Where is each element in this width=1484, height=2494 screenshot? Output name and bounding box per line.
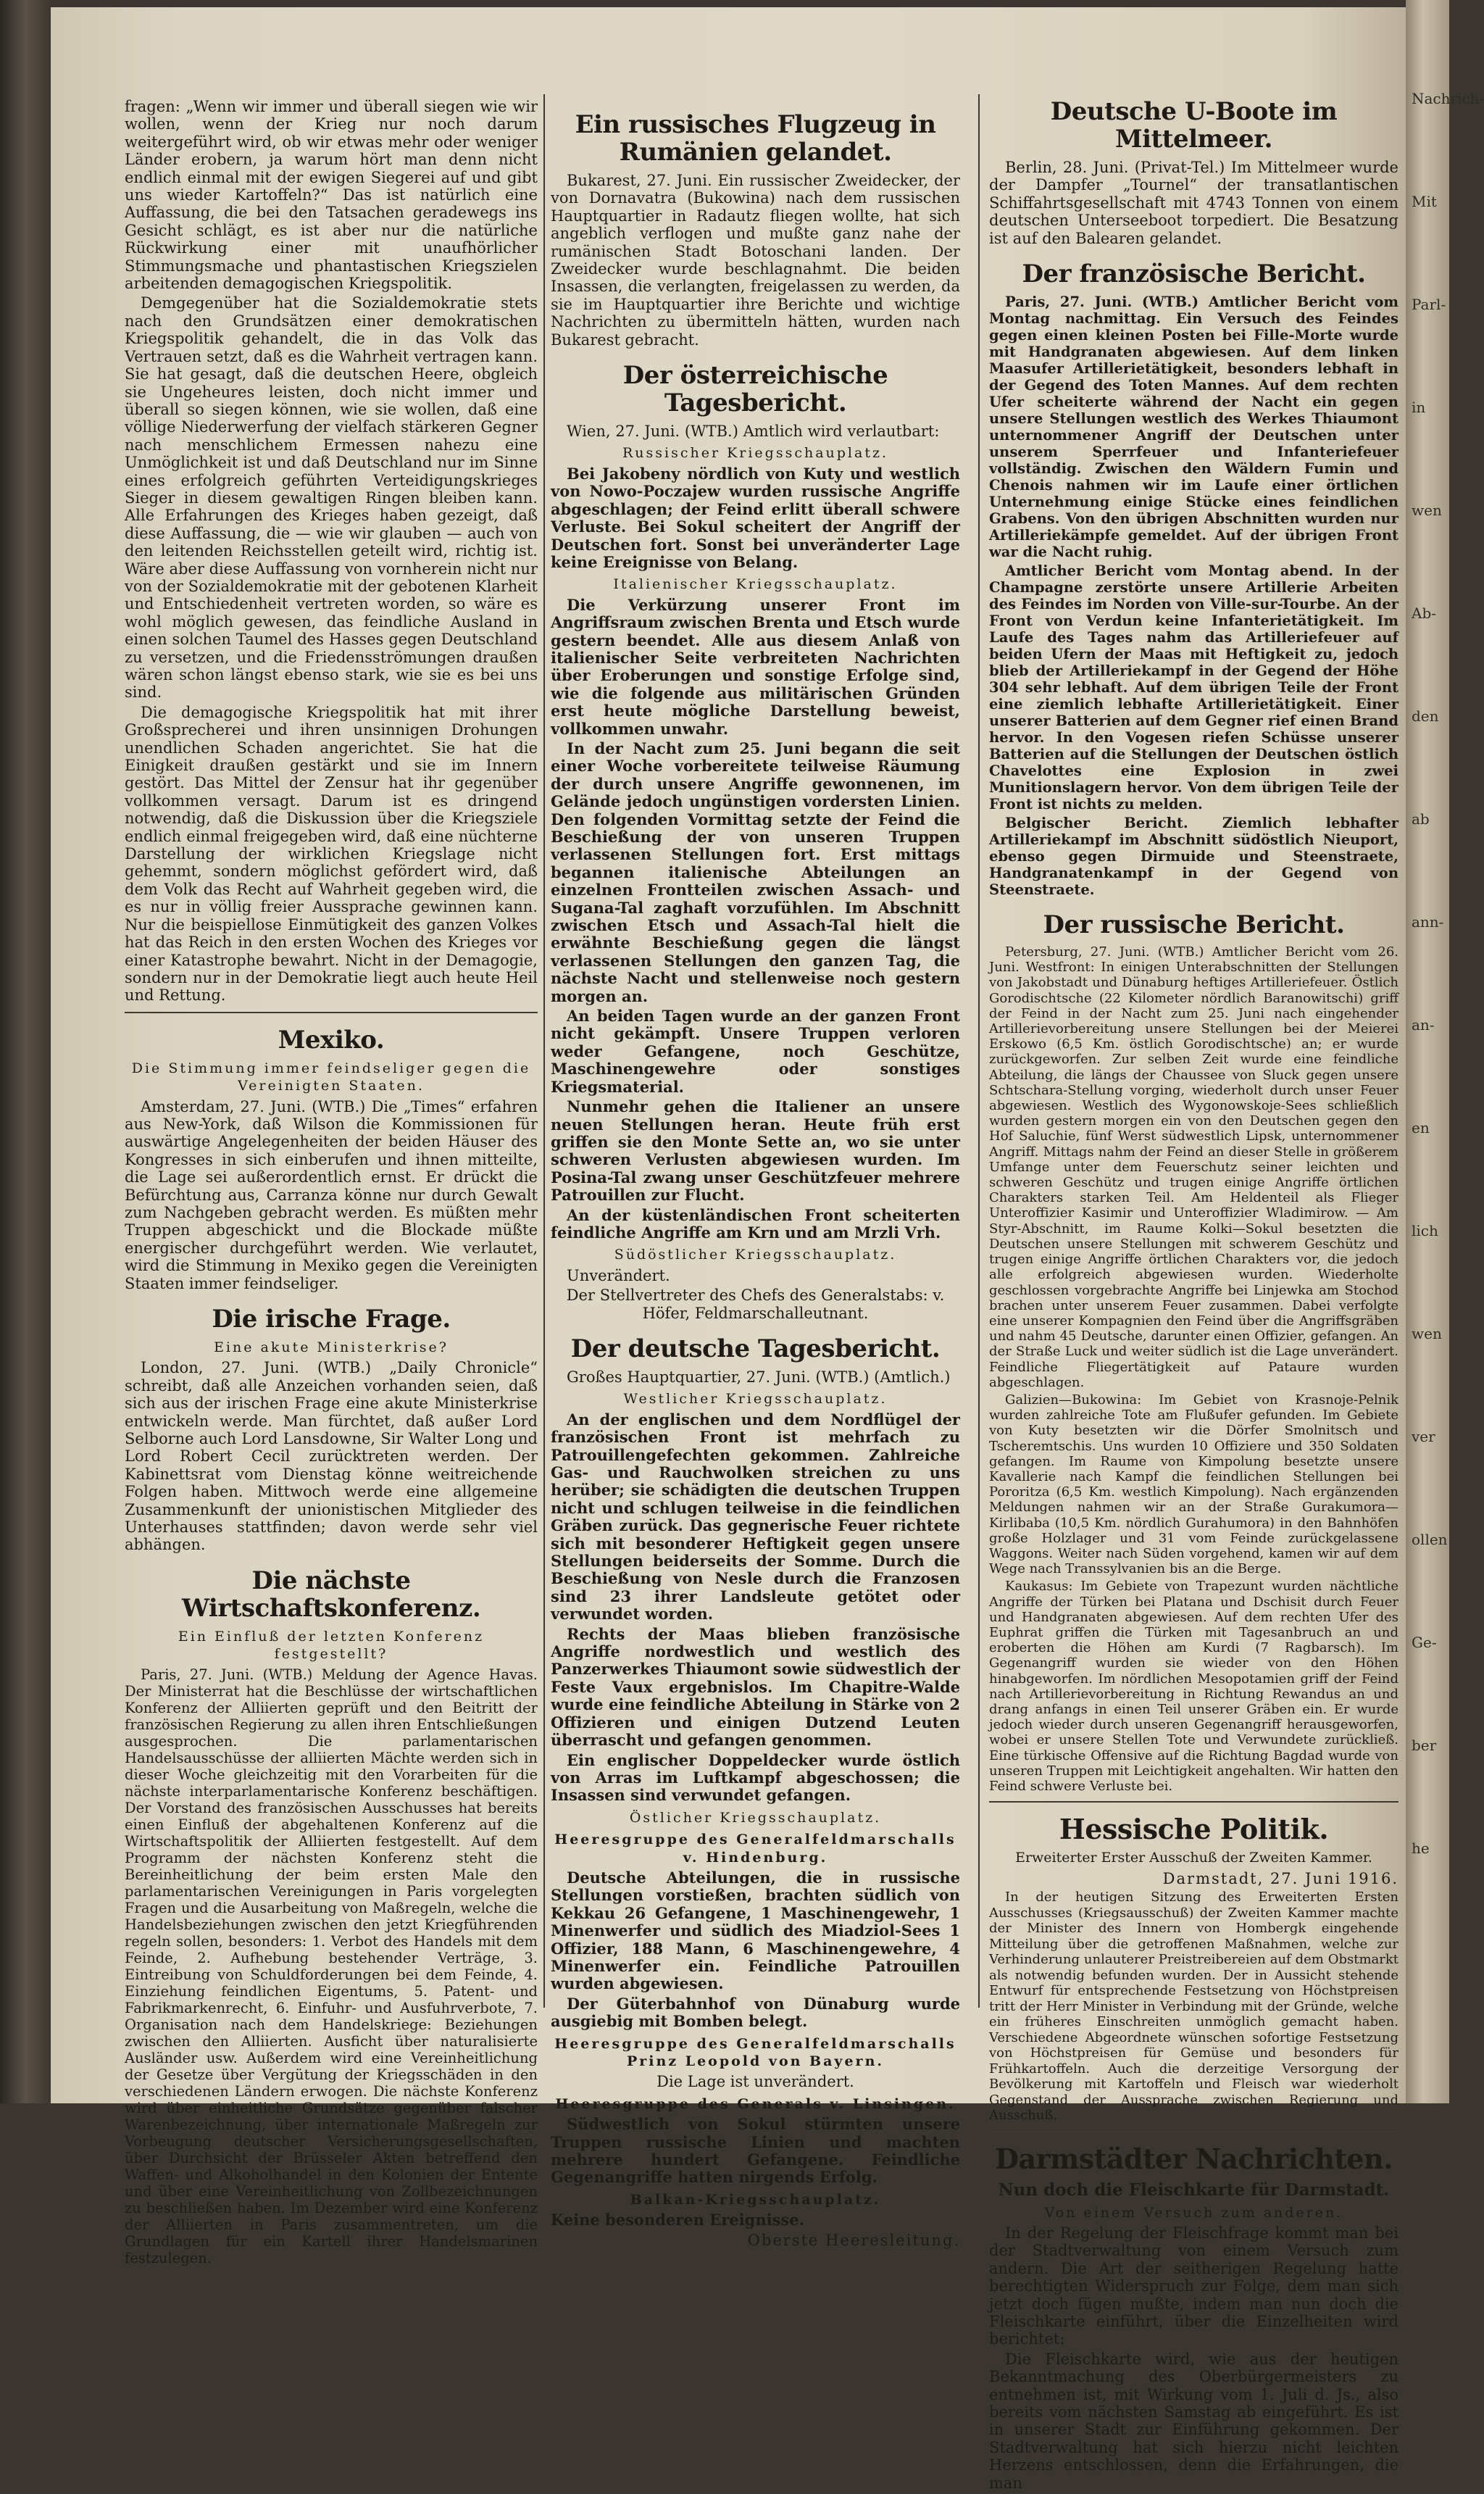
edge-fragment: ber	[1412, 1737, 1437, 1754]
section-heading: Italienischer Kriegsschauplatz.	[613, 576, 898, 593]
edge-fragment: lich	[1412, 1222, 1438, 1239]
paragraph: Amtlicher Bericht vom Montag abend. In der Champagne zerstörte unsere Artillerie Arbeiten des Feindes im Norden von Ville-sur-Tourbe. An der Front von Verdun keine Infanterietätigkeit. Im Laufe des Tages nahm das Artilleriefeuer auf beiden Ufern der Maas mit Heftigkeit zu, jedoch blieb der Artilleriekampf in der Gegend der Höhe 304 sehr lebhaft. Auf dem übrigen Teile der Front eine ziemlich lebhafte Artillerietätigkeit. Einer unserer Batterien auf dem Gegner rief einen Brand hervor. In den Vogesen riefen Schüsse unserer Batterien auf die Stellungen der Deutschen östlich Chavelottes eine Explosion in zwei Munitionslagern hervor. Von dem übrigen Teile der Front ist nichts zu melden.	[989, 562, 1398, 813]
paragraph: Amsterdam, 27. Juni. (WTB.) Die „Times“ erfahren aus New-York, daß Wilson die Kommissionen für auswärtige Angelegenheiten der beiden Häuser des Kongresses in sich einberufen und ihnen mitteilte, die Lage sei außerordentlich ernst. Er drückt die Befürchtung aus, Carranza könne nur durch Gewalt zum Nachgeben gebracht werden. Es müßten mehr Truppen abgeschickt und die Blockade müßte energischer durchgeführt werden. Wie verlautet, wird die Stimmung in Mexiko gegen die Vereinigten Staaten immer feindseliger.	[125, 1097, 538, 1292]
paragraph: In der heutigen Sitzung des Erweiterten Ersten Ausschusses (Kriegsausschuß) der Zweiten Kammer machte der Minister des Innern von Hombergk eingehende Mitteilung über die getroffenen Maßnahmen, welche zur Verhinderung unlauterer Preistreibereien auf dem Obstmarkt als notwendig befunden wurden. Der in Aussicht stehende Entwurf für entsprechende Festsetzung von Höchstpreisen tritt der Herr Minister in Verbindung mit der Gründe, welche ein früheres Einschreiten unmöglich gemacht haben. Verschiedene Abgeordnete wünschen sofortige Festsetzung von Höchstpreisen für Gemüse und besonders für Frühkartoffeln. Auch die derzeitige Versorgung der Bevölkerung mit Kartoffeln und Fleisch war wiederholt Gegenstand der Aussprache zwischen Regierung und Ausschuß.	[989, 1890, 1398, 2124]
article-title-french-report: Der französische Bericht.	[1022, 259, 1366, 289]
article-title-russian-report: Der russische Bericht.	[1043, 910, 1345, 940]
column-middle	[551, 98, 960, 2251]
column-rule	[978, 94, 980, 2008]
paragraph: Demgegenüber hat die Sozialdemokratie stets nach den Grundsätzen einer demokratischen Kriegspolitik gehandelt, die in das Volk das Vertrauen setzt, daß es die Wahrheit vertragen kann. Sie hat gesagt, daß die deutschen Heere, obgleich sie Ungeheures leisten, doch nicht immer und überall so siegen können, wie sie wollen, daß eine völlige Niederwerfung der vielfach stärkeren Gegner nach menschlichem Ermessen nahezu eine Unmöglichkeit ist und daß Deutschland nur im Sinne eines erfolgreich geführten Verteidigungskrieges Sieger in diesem gewaltigen Ringen bleiben kann. Alle Erfahrungen des Krieges haben gezeigt, daß diese Auffassung, die — wie wir glauben — auch von den leitenden Reichsstellen geteilt wird, richtig ist. Wäre aber diese Auffassung von vornherein nicht nur von der Sozialdemokratie mit der gebotenen Klarheit und Entschiedenheit vertreten worden, so wäre es wohl möglich gewesen, das feindliche Ausland in einen solchen Taumel des Hasses gegen Deutschland zu versetzen, und die Friedensströmungen draußen wären schon längst ebenso stark, wie sie es bei uns sind.	[125, 294, 538, 702]
column-rule	[543, 94, 545, 2008]
paragraph: Kaukasus: Im Gebiete von Trapezunt wurden nächtliche Angriffe der Türken bei Platana und Dschisit durch Feuer und Handgranaten abgewiesen. Auf dem rechten Ufer des Euphrat griffen die Türken mit Tagesanbruch an und eroberten die Höhen am Kurdi (7 Ragbarsch). Im Gegenangriff wurden sie wieder von den Höhen hinabgeworfen. Im nördlichen Mesopotamien griff der Feind nach Artillerievorbereitung in Richtung Rewandus an und drang anfangs in einen Teil unserer Gräben ein. Er wurde jedoch wieder durch unseren Gegenangriff herausgeworfen, wobei er unsere Stellen Tote und Verwundete zurückließ. Eine türkische Offensive auf die Richtung Bagdad wurde von unseren Truppen mit Leichtigkeit angehalten. Wir hatten den Feind schwere Verluste bei.	[989, 1579, 1398, 1794]
edge-fragment: Ab-	[1412, 604, 1437, 622]
paragraph: Rechts der Maas blieben französische Angriffe nordwestlich und westlich des Panzerwerkes Thiaumont sowie südwestlich der Feste Vaux ergebnislos. Im Chapitre-Walde wurde eine feindliche Abteilung in Stärke von 2 Offizieren und einigen Dutzend Leuten überrascht und gefangen genommen.	[551, 1624, 960, 1750]
article-title-uboats: Deutsche U-Boote im Mittelmeer.	[1050, 97, 1338, 154]
article-title-german-report: Der deutsche Tagesbericht.	[570, 1334, 941, 1363]
paragraph: Die Fleischkarte wird, wie aus der heutigen Bekanntmachung des Oberbürgermeisters zu entnehmen ist, mit Wirkung vom 1. Juli d. Js., also bereits vom nächsten Samstag ab eingeführt. Es ist in unserer Stadt zur Einführung gekommen. Der Stadtverwaltung hat sich hierzu nicht leichten Herzens entschlossen, denn die Erfahrungen, die man	[989, 2350, 1398, 2492]
paragraph: Großes Hauptquartier, 27. Juni. (WTB.) (Amtlich.)	[567, 1368, 951, 1386]
article-title-hessian-politics: Hessische Politik.	[1059, 1813, 1329, 1846]
edge-fragment: ann-	[1412, 913, 1444, 931]
section-heading: Westlicher Kriegsschauplatz.	[623, 1391, 888, 1408]
paragraph: Petersburg, 27. Juni. (WTB.) Amtlicher Bericht vom 26. Juni. Westfront: In einigen Unterabschnitten der Stellungen von Jakobstadt und Dünaburg heftiges Artilleriefeuer. Östlich Gorodischtsche (22 Kilometer nördlich Baranowitschi) griff der Feind in der Nacht zum 25. Juni nach eingehender Artillerievorbereitung unsere Stellungen bei der Meierei Erskowo (6,5 Km. östlich Gorodischtsche) an; er wurde zurückgeworfen. Zur selben Zeit wurde eine feindliche Abteilung, die längs der Chaussee von Sluck gegen unsere Schtschara-Stellung vorging, wiederholt durch unser Feuer abgewiesen. Westlich des Wygonowskoje-Sees schließlich wurden gestern morgen ein von den Deutschen gegen den Hof Saluchie, fünf Werst südwestlich Lipsk, unternommener Angriff. Mittags nahm der Feind an dieser Stelle in größerem Umfange unter dem Feuerschutz seiner leichten und schweren Geschütz und trugen einige Angriffe örtlichen Charakters starken Teil. Am Heldenteil als Flieger Unteroffizier Kasimir und Unteroffizier Wladimirow. — Am Styr-Abschnitt, im Raume Kolki—Sokul besetzten die Deutschen unsere Stellungen mit schwerem Geschütz und trugen einige Angriffe örtlichen Charakters vor, die jedoch alle erfolgreich abgewiesen wurden. Wiederholte geschlossen vorgebrachte Angriffe bei Linjewka am Stochod brachen unter unserem Feuer zusammen. Dabei verfolgte eine unserer Kompagnien den Feind über die Angriffsgräben und nahm 45 Deutsche, darunter einen Offizier, gefangen. An der Straße Luck und weiter südlich ist die Lage unverändert. Feindliche Fliegertätigkeit auf Pataure wurden abgeschlagen.	[989, 944, 1398, 1390]
article-title-mexiko: Mexiko.	[278, 1025, 385, 1055]
paragraph: Unverändert.	[567, 1266, 670, 1284]
paragraph: In der Nacht zum 25. Juni begann die seit einer Woche vorbereitete teilweise Räumung der durch unsere Angriffe gewonnenen, im Gelände jedoch ungünstigen vordersten Linien. Den folgenden Vormittag setzte der Feind die Beschießung der von unseren Truppen verlassenen Stellungen fort. Erst mittags begannen italienische Abteilungen an einzelnen Frontteilen zwischen Assach- und Sugana-Tal zaghaft vorzufühlen. Im Abschnitt zwischen Etsch und Assach-Tal hielt die erwähnte Beschießung gegen die längst verlassenen Stellungen den ganzen Tag, die nächste Nacht und stellenweise noch gestern morgen an.	[551, 739, 960, 1005]
edge-fragment: Ge-	[1412, 1634, 1437, 1651]
article-title-darmstadt-news: Darmstädter Nachrichten.	[995, 2142, 1393, 2175]
column-right	[989, 98, 1398, 2494]
book-binding	[0, 0, 51, 2103]
paragraph: Paris, 27. Juni. (WTB.) Meldung der Agence Havas. Der Ministerrat hat die Beschlüsse der wirtschaftlichen Konferenz der Alliierten geprüft und den Beitritt der französischen Regierung zu allen ihren Entschließungen ausgesprochen. Die parlamentarischen Handelsausschüsse der alliierten Mächte werden sich in dieser Woche gleichzeitig mit den Vorarbeiten für die nächste interparlamentarische Konferenz beschäftigen. Der Vorstand des französischen Ausschusses hat bereits einen Einfluß der abgehaltenen Konferenz auf die Wirtschaftspolitik der Alliierten festgestellt. Auf dem Programm der nächsten Konferenz steht die Bereinheitlichung der beim ersten Male den parlamentarischen Vereinigungen in Paris vorgelegten Fragen und die Ausarbeitung von Maßregeln, welche die Handelsbeziehungen zwischen den jetzt Kriegführenden regeln sollen, besonders: 1. Verbot des Handels mit dem Feinde, 2. Aufhebung bestehender Verträge, 3. Eintreibung von Schuldforderungen bei dem Feinde, 4. Einziehung feindlichen Eigentums, 5. Patent- und Fabrikmarkenrecht, 6. Einfuhr- und Ausfuhrverbote, 7. Organisation nach dem Handelskriege: Beziehungen zwischen den Alliierten. Ausficht über naturalisierte Ausländer usw. Außerdem wird eine Vereinheitlichung der Gesetze über Vergütung der Kriegsschäden in den verschiedenen Ländern erwogen. Die nächste Konferenz wird über einheitliche Grundsätze gegenüber falscher Warenbezeichnung, über internationale Maßregeln zur Vorbeugung deutscher Versicherungsgesellschaften, über Durchsicht der Brüsseler Akten betreffend den Waffen- und Alkoholhandel in den Kolonien der Entente und über eine Vereinheitlichung von Zollbezeichnungen zu beschließen haben. Im Dezember wird eine Konferenz der Alliierten in Paris zusammentreten, um die Grundlagen für ein Kartell ihrer Handelsmarinen festzulegen.	[125, 1666, 538, 2266]
edge-fragment: ab	[1412, 810, 1430, 828]
paragraph: Belgischer Bericht. Ziemlich lebhafter Artilleriekampf im Abschnitt südöstlich Nieuport, ebenso gegen Dirmuide und Steenstraete, Handgranatenkampf in der Gegend von Steenstraete.	[989, 815, 1398, 899]
edge-fragment: he	[1412, 1840, 1430, 1857]
paragraph: Ein englischer Doppeldecker wurde östlich von Arras im Luftkampf abgeschossen; die Insassen sind verwundet gefangen.	[551, 1750, 960, 1805]
signature: Oberste Heeresleitung.	[747, 2231, 960, 2249]
divider	[989, 1801, 1398, 1803]
paragraph: Paris, 27. Juni. (WTB.) Amtlicher Bericht vom Montag nachmittag. Ein Versuch des Feindes gegen einen kleinen Posten bei Fille-Morte wurde mit Handgranaten abgewiesen. Auf dem linken Maasufer Artillerietätigkeit, besonders lebhaft in der Gegend des Toten Mannes. Auf dem rechten Ufer scheiterte während der Nacht ein gegen unsere Stellungen westlich des Werkes Thiaumont unternommener Angriff der Deutschen unter unserem Sperrfeuer und Infanteriefeuer vollständig. Zwischen den Wäldern Fumin und Chenois nahmen wir im Laufe einer örtlichen Unternehmung einige Stücke eines feindlichen Grabens. Von den übrigen Abschnitten wurden nur Artilleriekämpfe gemeldet. Auf der übrigen Front war die Nacht ruhig.	[989, 294, 1398, 561]
paragraph: Der Güterbahnhof von Dünaburg wurde ausgiebig mit Bomben belegt.	[551, 1994, 960, 2031]
paragraph: Deutsche Abteilungen, die in russische Stellungen vorstießen, brachten südlich von Kekkau 26 Gefangene, 1 Maschinengewehr, 1 Minenwerfer und südlich des Miadziol-Sees 1 Offizier, 188 Mann, 6 Maschinengewehre, 4 Minenwerfer ein. Feindliche Patrouillen wurden abgewiesen.	[551, 1868, 960, 1993]
edge-fragment: Parl-	[1412, 296, 1446, 313]
paragraph: An der englischen und dem Nordflügel der französischen Front ist mehrfach zu Patrouillengefechten gekommen. Zahlreiche Gas- und Rauchwolken streichen zu uns herüber; sie schädigten die deutschen Truppen nicht und schlugen teilweise in die feindlichen Gräben zurück. Das gegnerische Feuer richtete sich mit besonderer Heftigkeit gegen unsere Stellungen beiderseits der Somme. Durch die Beschießung von Nesle durch die Franzosen sind 23 ihrer Landsleute getötet oder verwundet worden.	[551, 1410, 960, 1624]
article-subtitle: Die Stimmung immer feindseliger gegen die Vereinigten Staaten.	[131, 1060, 531, 1094]
edge-fragment: in	[1412, 399, 1426, 416]
section-heading: Balkan-Kriegsschauplatz.	[630, 2191, 881, 2208]
paragraph: Wien, 27. Juni. (WTB.) Amtlich wird verlautbart:	[567, 423, 940, 441]
edge-fragment: wen	[1412, 1325, 1442, 1342]
next-page-edge	[1406, 0, 1484, 2103]
article-subtitle: Nun doch die Fleischkarte für Darmstadt.	[998, 2179, 1390, 2200]
article-subtitle: Ein Einfluß der letzten Konferenz festgestellt?	[178, 1628, 485, 1663]
article-title-aircraft: Ein russisches Flugzeug in Rumänien gelandet.	[575, 110, 936, 167]
edge-fragment: Nachrich-	[1412, 90, 1484, 107]
signature: Der Stellvertreter des Chefs des Generalstabs: v. Höfer, Feldmarschalleutnant.	[566, 1287, 945, 1322]
paragraph: fragen: „Wenn wir immer und überall siegen wie wir wollen, wenn der Krieg nur noch darum weitergeführt wird, ob wir etwas mehr oder weniger Länder erobern, ja warum hört man denn nicht endlich einmal mit der ewigen Siegerei auf und gibt uns wieder Kartoffeln?“ Das ist natürlich eine Auffassung, die bei den Tatsachen geradewegs ins Gesicht schlägt, es ist aber nur die natürliche Rückwirkung einer mit unaufhörlicher Stimmungsmache und phantastischen Kriegszielen arbeitenden demagogischen Kriegspolitik.	[125, 98, 538, 293]
section-heading: Russischer Kriegsschauplatz.	[622, 445, 889, 462]
paragraph: Südwestlich von Sokul stürmten unsere Truppen russische Linien und machten mehrere hundert Gefangene. Feindliche Gegenangriffe hatten nirgends Erfolg.	[551, 2115, 960, 2187]
article-title-irish: Die irische Frage.	[212, 1305, 451, 1334]
edge-fragment: wen	[1412, 502, 1442, 519]
article-title-austrian-report: Der österreichische Tagesbericht.	[622, 361, 888, 418]
section-heading: Heeresgruppe des Generalfeldmarschalls v. Hindenburg.	[554, 1832, 956, 1866]
paragraph: An der küstenländischen Front scheiterten feindliche Angriffe am Krn und am Mrzli Vrh.	[551, 1205, 960, 1242]
section-heading: Östlicher Kriegsschauplatz.	[629, 1809, 882, 1826]
paragraph: Keine besonderen Ereignisse.	[551, 2211, 804, 2229]
paragraph: Bukarest, 27. Juni. Ein russischer Zweidecker, der von Dornavatra (Bukowina) nach dem russischen Hauptquartier in Radautz fliegen wollte, hat sich angeblich verflogen und mußte ganz nahe der rumänischen Stadt Botoschani landen. Der Zweidecker wurde beschlagnahmt. Die beiden Insassen, die verlangten, freigelassen zu werden, da sie im Hauptquartier ihre Berichte und wichtige Nachrichten zu übermitteln hätten, wurden nach Bukarest gebracht.	[551, 172, 960, 349]
divider	[989, 2131, 1398, 2132]
paragraph: Bei Jakobeny nördlich von Kuty und westlich von Nowo-Poczajew wurden russische Angriffe abgeschlagen; der Feind erlitt überall schwere Verluste. Bei Sokul scheitert der Angriff der Deutschen fort. Sonst bei unveränderter Lage keine Ereignisse von Belang.	[551, 464, 960, 571]
edge-fragment: den	[1412, 707, 1439, 725]
paragraph: Galizien—Bukowina: Im Gebiet von Krasnoje-Pelnik wurden zahlreiche Tote am Flußufer gefunden. Im Gebiete von Kuty besetzten wir die Dörfer Smolnitsch und Tscheremtschis. Uns wurden 10 Offiziere und 350 Soldaten gefangen. Im Raume von Kimpolung besetzte unsere Kavallerie nach Kampf die feindlichen Stellungen bei Pororitza (6,5 Km. westlich Kimpolung). Nach ergänzenden Meldungen nahmen wir an der Straße Gurakumora—Kirlibaba (10,5 Km. nördlich Gurahumora) in den Bahnhöfen große Holzlager und 31 vom Feinde zurückgelassene Waggons. Weiter nach Süden vorgehend, kamen wir auf dem Wege nach Transsylvanien bis an die Berge.	[989, 1392, 1398, 1577]
article-subtitle: Eine akute Ministerkrise?	[214, 1339, 449, 1355]
paragraph: Die Verkürzung unserer Front im Angriffsraum zwischen Brenta und Etsch wurde gestern beendet. Alle aus diesem Anlaß von italienischer Seite verbreiteten Nachrichten über Eroberungen und sonstige Erfolge sind, wie die folgende aus militärischen Gründen erst heute mögliche Darstellung beweist, vollkommen unwahr.	[551, 595, 960, 738]
section-heading: Heeresgruppe des Generals v. Linsingen.	[555, 2095, 956, 2112]
paragraph: Berlin, 28. Juni. (Privat-Tel.) Im Mittelmeer wurde der Dampfer „Tournel“ der transatlantischen Schiffahrtsgesellschaft mit 4743 Tonnen von einem deutschen Unterseeboot torpediert. Die Besatzung ist auf den Balearen gelandet.	[989, 159, 1398, 247]
section-heading: Heeresgruppe des Generalfeldmarschalls Prinz Leopold von Bayern.	[554, 2035, 956, 2069]
article-subsubtitle: Von einem Versuch zum anderen.	[1044, 2204, 1343, 2221]
edge-fragment: an-	[1412, 1016, 1435, 1034]
edge-fragment: Mit	[1412, 193, 1437, 210]
paragraph: London, 27. Juni. (WTB.) „Daily Chronicle“ schreibt, daß alle Anzeichen vorhanden seien, daß sich aus der irischen Frage eine akute Ministerkrise entwickeln werde. Man fürchtet, daß außer Lord Selborne auch Lord Lansdowne, Sir Walter Long und Lord Robert Cecil zurücktreten werden. Der Kabinettsrat vom Dienstag könne weitreichende Folgen haben. Mittwoch werde eine allgemeine Zusammenkunft der unionistischen Mitglieder des Unterhauses stattfinden; davon werde sehr viel abhängen.	[125, 1359, 538, 1554]
section-heading: Südöstlicher Kriegsschauplatz.	[614, 1247, 897, 1263]
edge-fragment: ver	[1412, 1428, 1435, 1445]
article-subtitle: Erweiterter Erster Ausschuß der Zweiten Kammer.	[1015, 1850, 1372, 1866]
paragraph: Die demagogische Kriegspolitik hat mit ihrer Großsprecherei und ihren unsinnigen Drohungen unendlichen Schaden angerichtet. Sie hat die Einigkeit draußen gestärkt und sie im Innern gestört. Das Mittel der Zensur hat ihr gegenüber vollkommen versagt. Darum ist es dringend notwendig, daß die Diskussion über die Kriegsziele endlich einmal freigegeben wird, daß eine nüchterne Darstellung der wirklichen Kriegslage nicht gehemmt, sondern möglichst gefördert wird, daß dem Volk das Recht auf Wahrheit gegeben wird, die es nur in völlig freier Aussprache gewinnen kann. Nur die beispiellose Einmütigkeit des ganzen Volkes hat das Reich in den ersten Wochen des Krieges vor einer Katastrophe bewahrt. Nicht in der Demagogie, sondern nur in der Demokratie liegt auch heute Heil und Rettung.	[125, 703, 538, 1005]
edge-fragment: en	[1412, 1119, 1430, 1136]
dateline: Darmstadt, 27. Juni 1916.	[1162, 1869, 1398, 1887]
edge-fragment: ollen	[1412, 1531, 1448, 1548]
paragraph: In der Regelung der Fleischfrage kommt man bei der Stadtverwaltung von einem Versuch zum andern. Die Art der seitherigen Regelung hatte berechtigten Widerspruch zur Folge, dem man sich jetzt doch fügen mußte, indem man nun doch die Fleischkarte einführt, über die Einzelheiten wird berichtet:	[989, 2224, 1398, 2348]
paragraph: An beiden Tagen wurde an der ganzen Front nicht gekämpft. Unsere Truppen verloren weder Gefangene, noch Geschütze, Maschinengewehre oder sonstiges Kriegsmaterial.	[551, 1007, 960, 1096]
divider	[125, 1012, 538, 1013]
paragraph: Nunmehr gehen die Italiener an unsere neuen Stellungen heran. Heute früh erst griffen sie den Monte Sette an, wo sie unter schweren Verlusten abgewiesen wurden. Im Posina-Tal zwang unser Geschützfeuer mehrere Patrouillen zur Flucht.	[551, 1097, 960, 1205]
column-left	[125, 98, 538, 2269]
article-title-economic-conference: Die nächste Wirtschaftskonferenz.	[181, 1566, 481, 1623]
paragraph: Die Lage ist unverändert.	[656, 2073, 854, 2091]
